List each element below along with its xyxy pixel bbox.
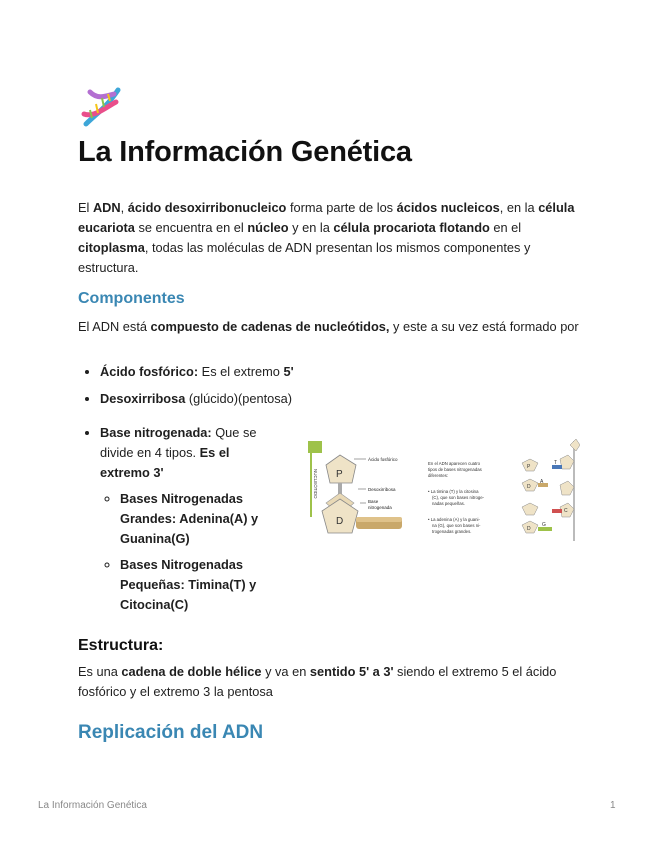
fig-d-label: D xyxy=(527,484,531,490)
fig-text-line: tipos de bases nitrogenadas xyxy=(428,467,482,472)
fig-text-line: En el ADN aparecen cuatro xyxy=(428,461,481,466)
replicacion-heading: Replicación del ADN xyxy=(78,722,264,743)
page-title: La Información Genética xyxy=(78,136,412,168)
nucleotide-figure xyxy=(308,437,580,545)
fig-p-label: P xyxy=(527,464,531,470)
list-item: ◦ Bases Nitrogenadas Pequeñas: Timina(T) y Citocina(C) xyxy=(120,555,270,615)
base-label-1: Base xyxy=(368,499,379,504)
base-label-2: nitrogenada xyxy=(368,505,392,510)
page-number: 1 xyxy=(610,800,616,811)
componentes-paragraph: El ADN está compuesto de cadenas de nucleótidos, y este a su vez está formado por xyxy=(78,319,579,334)
intro-paragraph: El ADN, ácido desoxirribonucleico forma parte de los ácidos nucleicos, en la célula eucariota se encuentra en el núcleo y en la célula procariota flotando en el citoplasma, todas las moléculas de ADN presentan los mismos componentes y estructura. xyxy=(78,200,575,275)
fig-text-line: diferentes: xyxy=(428,473,449,478)
sublist xyxy=(100,489,270,615)
footer-title: La Información Genética xyxy=(38,800,147,811)
fig-text-line: nadas pequeñas. xyxy=(432,501,465,506)
list-item: • Base nitrogenada: Que se divide en 4 tipos. Es el extremo 3' ◦ Bases Nitrogenadas Grandes: Adenina(A) y Guanina(G) ◦ Bases Nitrogenadas Pequeñas: Timina(T) y Citocina(C) xyxy=(100,423,270,615)
list-item: • Ácido fosfórico: Es el extremo 5' xyxy=(100,362,400,382)
fig-text-line: • La adenina (A) y la guani- xyxy=(428,517,480,522)
componentes-heading: Componentes xyxy=(78,290,185,307)
fig-text-line: trogenadas grandes. xyxy=(432,529,472,534)
dna-icon xyxy=(78,84,124,130)
list-item: • Desoxirribosa (glúcido)(pentosa) xyxy=(100,389,400,409)
fig-text-line: • La timina (T) y la citosina xyxy=(428,489,479,494)
fig-text-line: na (G), que son bases ni- xyxy=(432,523,481,528)
fig-g-label: G xyxy=(542,522,546,528)
fig-t-label: T xyxy=(554,460,558,466)
phosphate-label: P xyxy=(336,469,343,480)
estructura-heading: Estructura: xyxy=(78,637,164,654)
fig-d2-label: D xyxy=(527,526,531,532)
fig-a-label: A xyxy=(540,479,544,485)
list-item: ◦ Bases Nitrogenadas Grandes: Adenina(A) y Guanina(G) xyxy=(120,489,270,549)
sugar-label: D xyxy=(336,516,344,527)
desoxirribosa-label: Desoxirribosa xyxy=(368,487,396,492)
components-list xyxy=(78,362,294,621)
estructura-paragraph: Es una cadena de doble hélice y va en sentido 5' a 3' siendo el extremo 5 el ácido fosfórico y el extremo 3 la pentosa xyxy=(78,664,557,699)
nucleotide-side-label: NUCLEÓTIDO xyxy=(313,469,318,499)
fig-c-label: C xyxy=(564,508,568,514)
fig-text-line: (C), que son bases nitroge- xyxy=(432,495,485,500)
acido-label: Ácido fosfórico xyxy=(368,457,398,462)
